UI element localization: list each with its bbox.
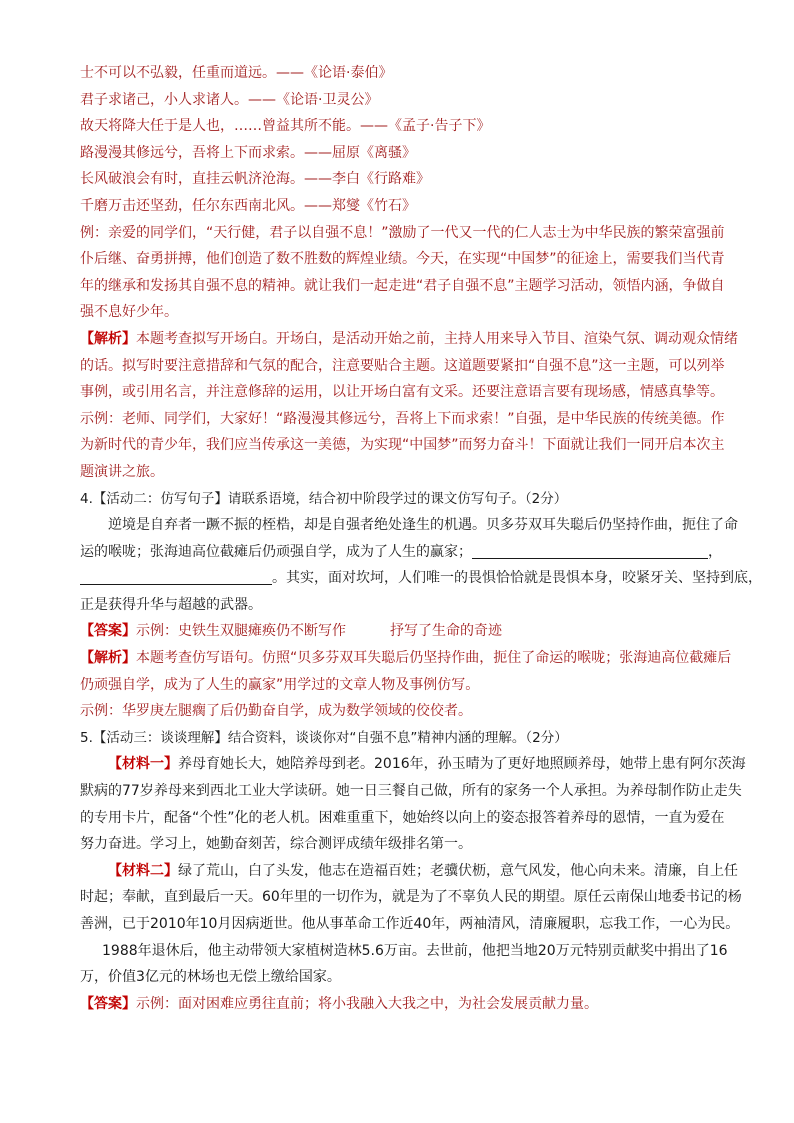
quote-text: 士不可以不弘毅，任重而道远。 <box>80 65 276 81</box>
question-paragraph-line <box>80 565 762 592</box>
analysis-line: 示例：老师、同学们，大家好！“路漫漫其修远兮，吾将上下而求索！”自强，是中华民族的传统美德。作 <box>80 410 725 427</box>
question-paragraph-line <box>80 539 740 566</box>
quote-source: ——《孟子·告子下》 <box>360 118 491 135</box>
example-line: 强不息好少年。 <box>80 304 178 321</box>
quote-source: ——屈原《离骚》 <box>304 144 416 161</box>
analysis-line: 为新时代的青少年，我们应当传承这一美德，为实现“中国梦”而努力奋斗！下面就让我们一同开启本次主 <box>80 437 725 454</box>
material-line <box>80 858 740 885</box>
material-line: 善洲，已于2010年10月因病逝世。他从事革命工作近40年，两袖清风，清廉履职，忘我工作，一心为民。 <box>80 916 740 932</box>
example-line: 仆后继、奋勇拼搏，他们创造了数不胜数的辉煌业绩。今天，在实现“中国梦”的征途上，需要我们当代青 <box>80 251 725 268</box>
answer-blank-2[interactable] <box>80 568 272 585</box>
quote-line <box>80 166 740 193</box>
analysis-line: 事例，或引用名言，并注意修辞的运用，以让开场白富有文采。还要注意语言要有现场感，情感真挚等。 <box>80 384 724 401</box>
quote-source: ——《论语·泰伯》 <box>276 65 393 81</box>
question-text: 。其实，面对坎坷，人们唯一的畏惧恰恰就是畏惧本身，咬紧牙关、坚持到底， <box>272 570 762 587</box>
material-line <box>80 751 746 778</box>
material-line: 的专用卡片，配备“个性”化的老人机。困难重重下，她始终以向上的姿态报答着养母的恩情，一直为爱在 <box>80 809 725 826</box>
material-tag: 【材料一】 <box>108 756 178 773</box>
question-paragraph-line: 正是获得升华与超越的武器。 <box>80 596 262 613</box>
question-4 <box>80 486 762 619</box>
question-text: ， <box>708 543 722 560</box>
quote-source: ——郑燮《竹石》 <box>304 197 416 214</box>
question-paragraph-line: 逆境是自弃者一蹶不振的桎梏，却是自强者绝处逢生的机遇。贝多芬双耳失聪后仍坚持作曲，扼住了命 <box>108 517 738 534</box>
material-line: 时起；奉献，直到最后一天。60年里的一切作为，就是为了不辜负人民的期望。原任云南保山地委书记的杨 <box>80 889 742 906</box>
answer-tag: 【答案】 <box>80 995 136 1012</box>
quote-text: 长风破浪会有时，直挂云帆济沧海。 <box>80 171 304 188</box>
quote-source: ——李白《行路难》 <box>304 171 430 188</box>
document-page <box>80 60 762 1017</box>
quote-source: ——《论语·卫灵公》 <box>248 91 379 108</box>
analysis-section-4 <box>80 645 740 725</box>
question-5 <box>80 725 746 991</box>
answer-text: 抒写了生命的奇迹 <box>390 623 502 640</box>
analysis-line: 的话。拟写时要注意措辞和气氛的配合，注意要贴合主题。这道题要紧扣“自强不息”这一主题，可以列举 <box>80 357 725 374</box>
question-text: 运的喉咙；张海迪高位截瘫后仍顽强自学，成为了人生的赢家； <box>80 543 472 560</box>
material-text: 养母育她长大，她陪养母到老。2016年，孙玉晴为了更好地照顾养母，她带上患有阿尔茨海 <box>178 756 746 773</box>
answer-tag: 【答案】 <box>80 623 136 640</box>
material-line: 努力奋进。学习上，她勤奋刻苦，综合测评成绩年级排名第一。 <box>80 836 472 853</box>
analysis-line: 题演讲之旅。 <box>80 463 164 480</box>
material-text: 绿了荒山，白了头发，他志在造福百姓；老骥伏枥，意气风发，他心向未来。清廉，自上任 <box>178 862 738 879</box>
material-tag: 【材料二】 <box>108 862 178 879</box>
analysis-text: 本题考查拟写开场白。开场白，是活动开始之前，主持人用来导入节目、渲染气氛、调动观众情绪 <box>136 330 738 347</box>
analysis-text: 本题考查仿写语句。仿照“贝多芬双耳失聪后仍坚持作曲，扼住了命运的喉咙；张海迪高位截瘫后 <box>136 650 732 667</box>
quote-text: 路漫漫其修远兮，吾将上下而求索。 <box>80 144 304 161</box>
material-line: 万，价值3亿元的林场也无偿上缴给国家。 <box>80 969 341 986</box>
answer-line-4 <box>80 618 740 645</box>
answer-text: 示例：面对困难应勇往直前；将小我融入大我之中，为社会发展贡献力量。 <box>136 995 598 1012</box>
answer-blank-1[interactable] <box>472 542 708 559</box>
analysis-tag: 【解析】 <box>80 330 136 347</box>
quote-line <box>80 193 740 220</box>
example-paragraph <box>80 220 740 326</box>
analysis-line <box>80 326 740 353</box>
question-title: 5.【活动三：谈谈理解】结合资料，谈谈你对“自强不息”精神内涵的理解。（2分） <box>80 729 568 746</box>
analysis-tag: 【解析】 <box>80 650 136 667</box>
analysis-line <box>80 645 740 672</box>
analysis-section-1 <box>80 326 740 486</box>
example-line: 年的继承和发扬其自强不息的精神。就让我们一起走进“君子自强不息”主题学习活动，领悟内涵，争做自 <box>80 277 725 294</box>
quote-line <box>80 113 740 140</box>
quotes-list <box>80 60 740 220</box>
analysis-line: 示例：华罗庚左腿瘸了后仍勤奋自学，成为数学领域的佼佼者。 <box>80 703 472 720</box>
example-line: 例：亲爱的同学们，“天行健，君子以自强不息！”激励了一代又一代的仁人志士为中华民族的繁荣富强前 <box>80 224 725 241</box>
analysis-line: 仍顽强自学，成为了人生的赢家”用学过的文章人物及事例仿写。 <box>80 676 480 693</box>
quote-line <box>80 60 740 87</box>
material-line: 1988年退休后，他主动带领大家植树造林5.6万亩。去世前，他把当地20万元特别贡献奖中捐出了16 <box>102 942 728 959</box>
material-line: 默病的77岁养母来到西北工业大学读研。她一日三餐自己做，所有的家务一个人承担。为养母制作防止走失 <box>80 783 742 800</box>
answer-line-5 <box>80 991 740 1018</box>
quote-text: 千磨万击还坚劲，任尔东西南北风。 <box>80 197 304 214</box>
question-title: 4.【活动二：仿写句子】请联系语境，结合初中阶段学过的课文仿写句子。（2分） <box>80 490 568 507</box>
quote-text: 君子求诸己，小人求诸人。 <box>80 91 248 108</box>
quote-line <box>80 140 740 167</box>
answer-text: 示例：史铁生双腿瘫痪仍不断写作 <box>136 623 346 640</box>
quote-text: 故天将降大任于是人也，……曾益其所不能。 <box>80 118 360 135</box>
quote-line <box>80 87 740 114</box>
